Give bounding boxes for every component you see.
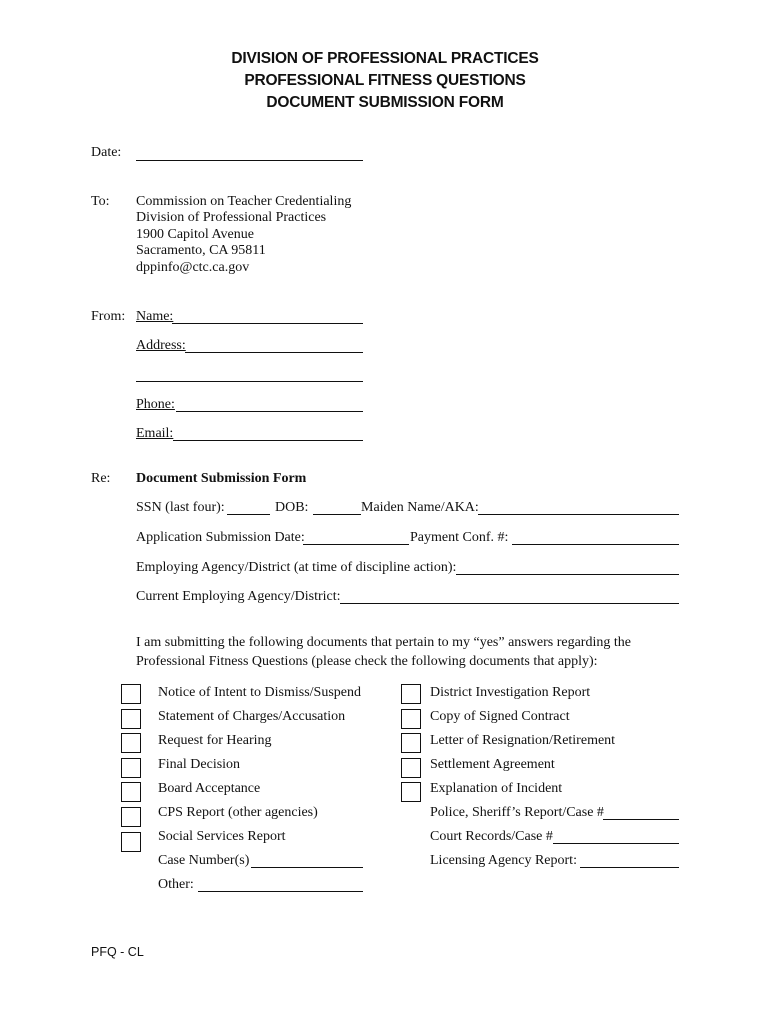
name-label: Name: xyxy=(136,309,174,324)
case-numbers-field[interactable] xyxy=(251,867,363,868)
document-option: Settlement Agreement xyxy=(430,757,555,772)
document-option: Social Services Report xyxy=(158,829,286,844)
document-option: Board Acceptance xyxy=(158,781,261,796)
checkbox-cps-report[interactable] xyxy=(121,807,141,827)
checkbox-board-acceptance[interactable] xyxy=(121,782,141,802)
email-field[interactable] xyxy=(173,440,363,441)
re-subject: Document Submission Form xyxy=(136,471,307,486)
date-field[interactable] xyxy=(136,160,363,161)
checkbox-resignation-letter[interactable] xyxy=(401,733,421,753)
email-label: Email: xyxy=(136,426,174,441)
statement-line1: I am submitting the following documents that pertain to my “yes” answers regarding the xyxy=(136,635,631,650)
court-records-field[interactable] xyxy=(553,843,679,844)
other-field[interactable] xyxy=(198,891,363,892)
current-agency-label: Current Employing Agency/District: xyxy=(136,589,341,604)
court-records-label: Court Records/Case # xyxy=(430,829,553,844)
name-field[interactable] xyxy=(172,323,363,324)
checkbox-final-decision[interactable] xyxy=(121,758,141,778)
maiden-name-field[interactable] xyxy=(478,514,679,515)
to-address-line: Commission on Teacher Credentialing xyxy=(136,194,352,209)
to-email: dppinfo@ctc.ca.gov xyxy=(136,260,250,275)
dob-label: DOB: xyxy=(275,500,309,515)
statement-line2: Professional Fitness Questions (please check the following documents that apply): xyxy=(136,654,598,669)
checkbox-signed-contract[interactable] xyxy=(401,709,421,729)
document-option: Letter of Resignation/Retirement xyxy=(430,733,616,748)
checkbox-district-investigation[interactable] xyxy=(401,684,421,704)
form-code: PFQ - CL xyxy=(91,945,144,959)
document-option: Request for Hearing xyxy=(158,733,272,748)
address-field-line2[interactable] xyxy=(136,381,363,382)
re-label: Re: xyxy=(91,471,111,486)
document-option: Copy of Signed Contract xyxy=(430,709,570,724)
licensing-agency-field[interactable] xyxy=(580,867,679,868)
to-address-line: Division of Professional Practices xyxy=(136,210,327,225)
date-label: Date: xyxy=(91,145,122,160)
form-title-line2: PROFESSIONAL FITNESS QUESTIONS xyxy=(244,72,526,89)
ssn-field[interactable] xyxy=(227,514,270,515)
from-label: From: xyxy=(91,309,126,324)
address-label: Address: xyxy=(136,338,186,353)
to-address-line: 1900 Capitol Avenue xyxy=(136,227,254,242)
employing-agency-label: Employing Agency/District (at time of discipline action): xyxy=(136,560,457,575)
document-option: Explanation of Incident xyxy=(430,781,563,796)
police-report-field[interactable] xyxy=(603,819,679,820)
document-option: Statement of Charges/Accusation xyxy=(158,709,346,724)
payment-conf-field[interactable] xyxy=(512,544,679,545)
checkbox-explanation-of-incident[interactable] xyxy=(401,782,421,802)
document-option: CPS Report (other agencies) xyxy=(158,805,318,820)
document-option: District Investigation Report xyxy=(430,685,591,700)
phone-label: Phone: xyxy=(136,397,175,412)
checkbox-request-for-hearing[interactable] xyxy=(121,733,141,753)
form-title-line3: DOCUMENT SUBMISSION FORM xyxy=(266,94,504,111)
checkbox-statement-of-charges[interactable] xyxy=(121,709,141,729)
address-field[interactable] xyxy=(185,352,363,353)
application-date-label: Application Submission Date: xyxy=(136,530,305,545)
payment-conf-label: Payment Conf. #: xyxy=(410,530,509,545)
employing-agency-field[interactable] xyxy=(456,574,679,575)
document-option: Final Decision xyxy=(158,757,241,772)
case-numbers-label: Case Number(s) xyxy=(158,853,250,868)
current-agency-field[interactable] xyxy=(340,603,679,604)
ssn-label: SSN (last four): xyxy=(136,500,225,515)
checkbox-settlement-agreement[interactable] xyxy=(401,758,421,778)
dob-field[interactable] xyxy=(313,514,361,515)
police-report-label: Police, Sheriff’s Report/Case # xyxy=(430,805,604,820)
document-option: Notice of Intent to Dismiss/Suspend xyxy=(158,685,361,700)
application-date-field[interactable] xyxy=(303,544,409,545)
checkbox-notice-of-intent[interactable] xyxy=(121,684,141,704)
maiden-name-label: Maiden Name/AKA: xyxy=(361,500,479,515)
licensing-agency-label: Licensing Agency Report: xyxy=(430,853,577,868)
phone-field[interactable] xyxy=(176,411,363,412)
to-address-line: Sacramento, CA 95811 xyxy=(136,243,266,258)
checkbox-social-services-report[interactable] xyxy=(121,832,141,852)
to-label: To: xyxy=(91,194,110,209)
form-title-line1: DIVISION OF PROFESSIONAL PRACTICES xyxy=(231,50,539,67)
other-label: Other: xyxy=(158,877,194,892)
